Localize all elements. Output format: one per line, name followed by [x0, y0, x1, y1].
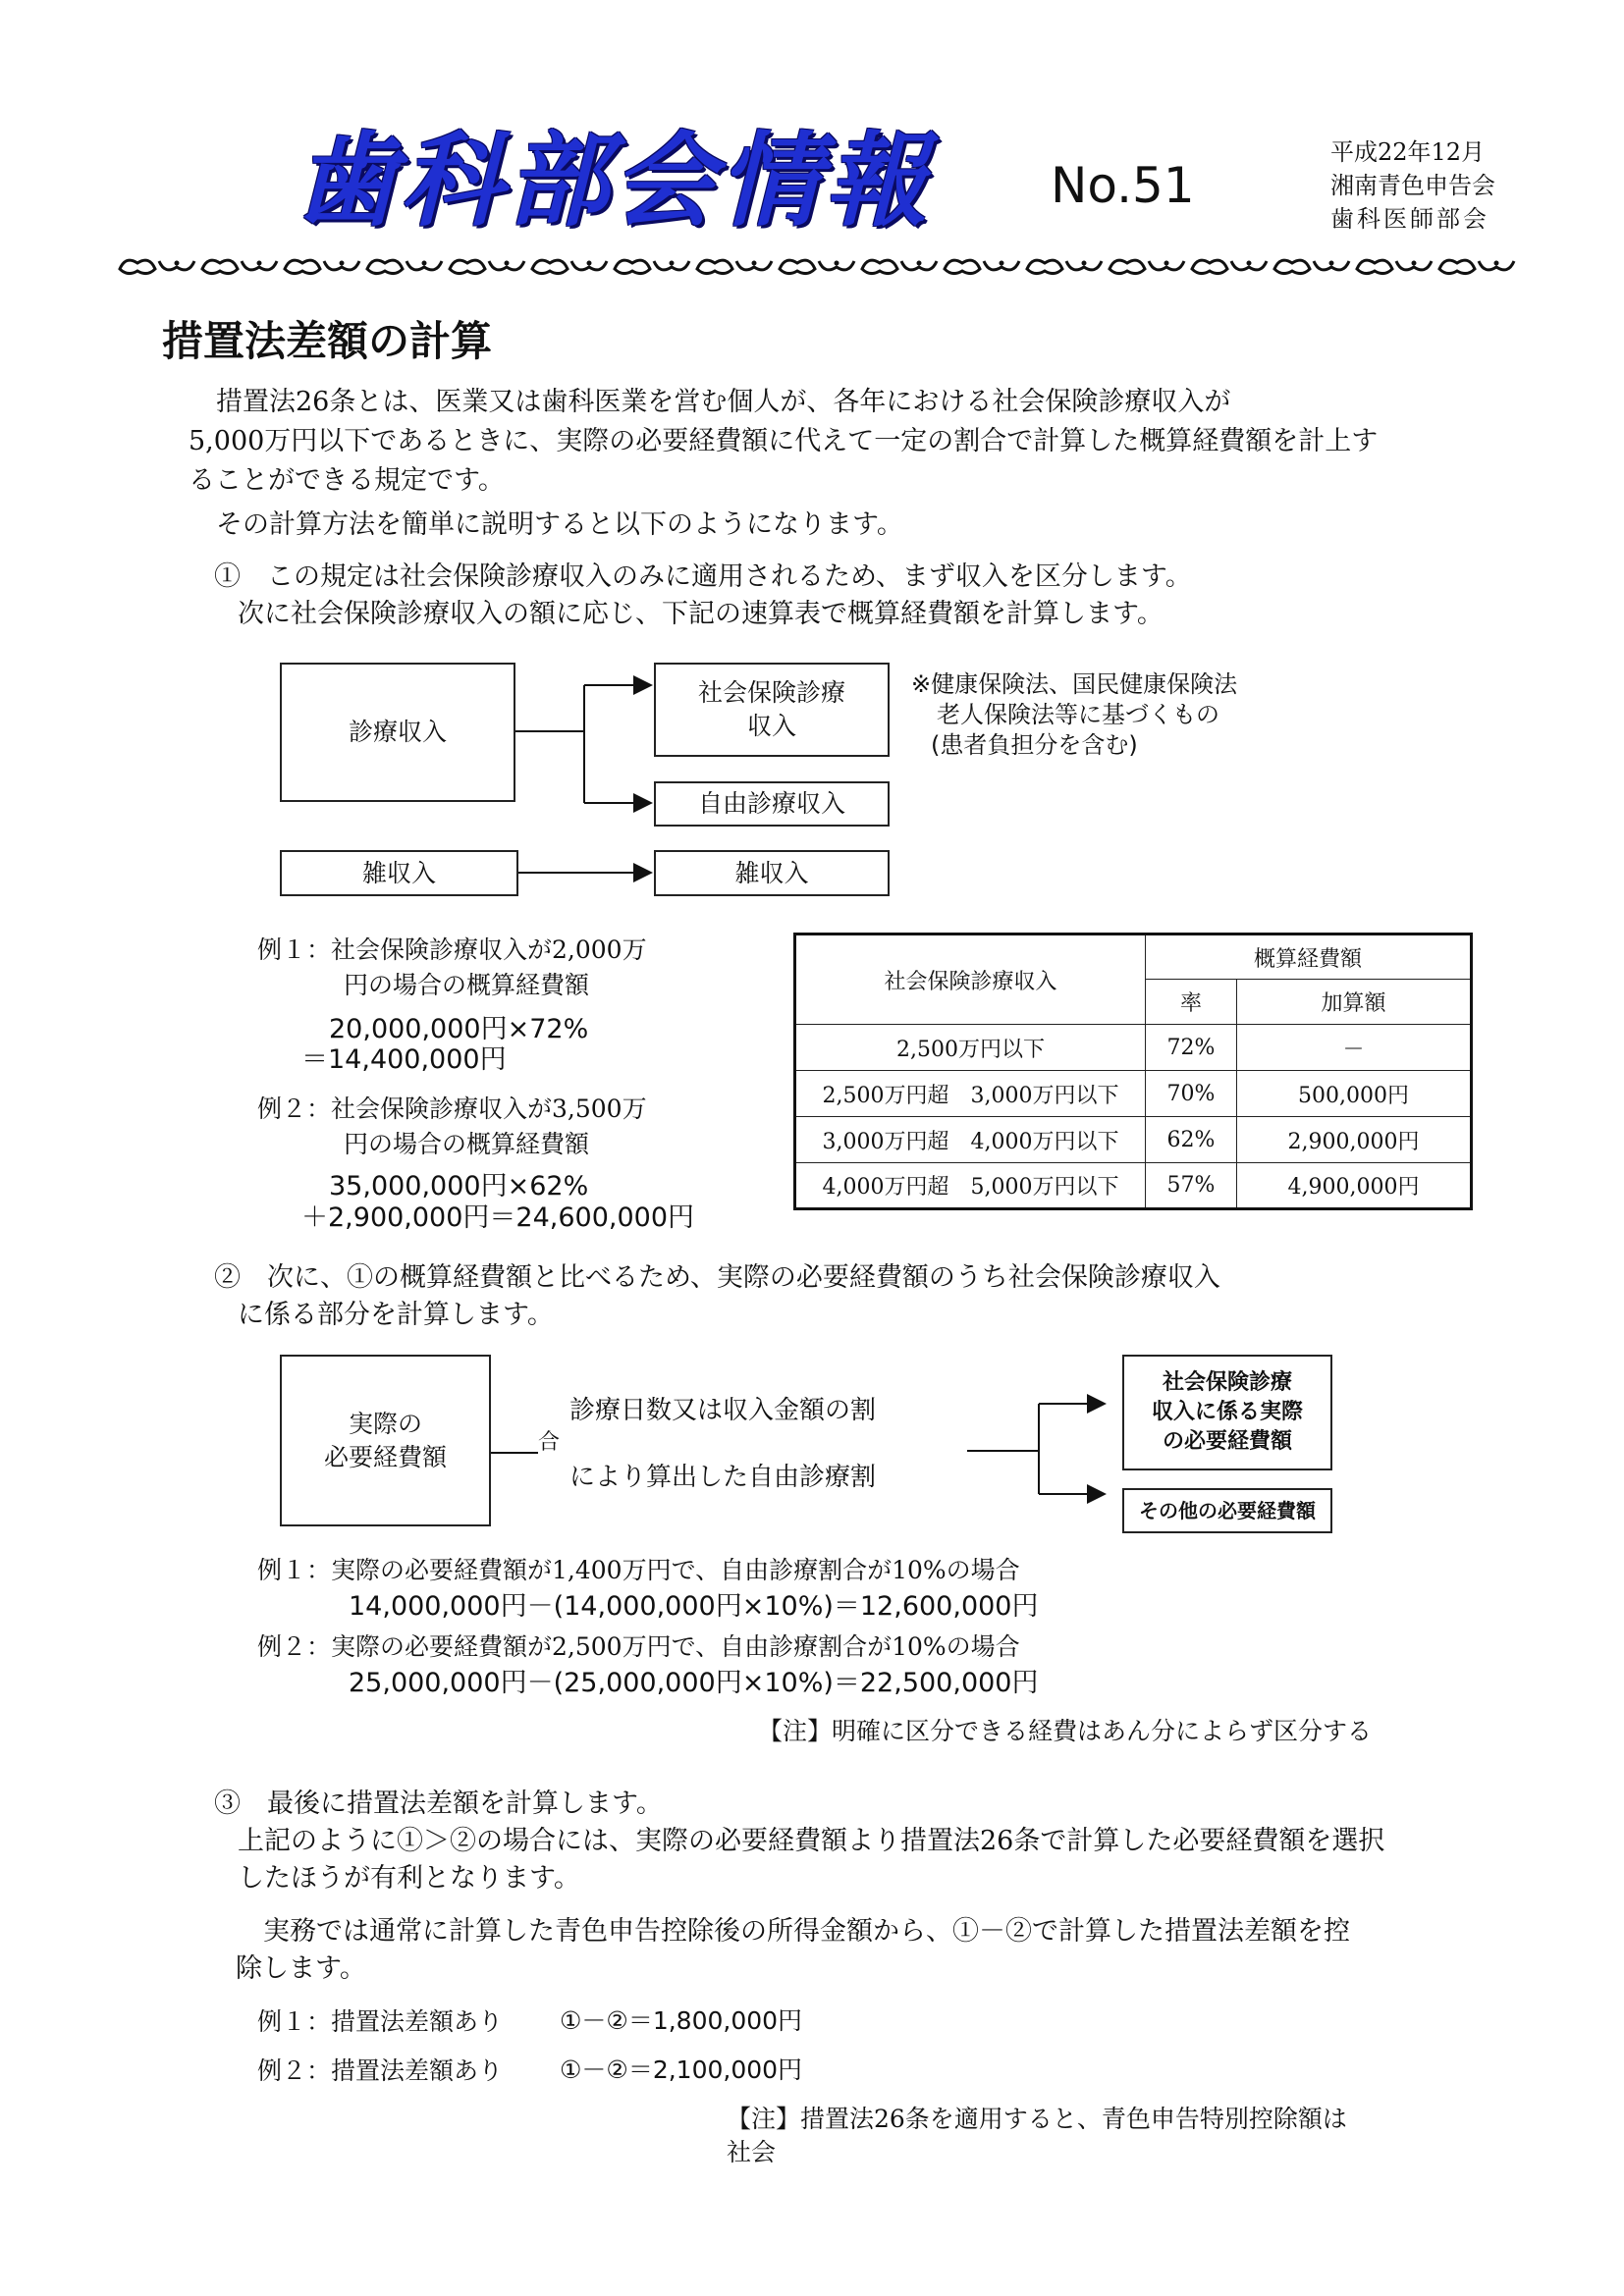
table-cell-range: 2,500万円以下 — [795, 1025, 1146, 1071]
step2-example1-line-1: 例１：実際の必要経費額が1,400万円で、自由診療割合が10%の場合 — [257, 1556, 1020, 1584]
publisher-org: 湘南青色申告会 — [1330, 172, 1495, 199]
step1-example1-calc: 20,000,000円×72% — [329, 1014, 589, 1044]
box-actual-label-2: 必要経費額 — [323, 1442, 447, 1471]
box-actual-expenses — [280, 1355, 491, 1526]
step3-note-line-1: 【注】措置法26条を適用すると、青色申告特別控除額は — [727, 2105, 1347, 2133]
step1-example2-line-2: 円の場合の概算経費額 — [344, 1130, 590, 1158]
box-medical-income: 診療収入 — [280, 663, 515, 802]
step1-example1-line-2: 円の場合の概算経費額 — [344, 971, 590, 999]
step1-line-2: 次に社会保険診療収入の額に応じ、下記の速算表で概算経費額を計算します。 — [238, 599, 1164, 629]
box-social-insurance-income — [654, 663, 890, 757]
step2-line-1: ② 次に、①の概算経費額と比べるため、実際の必要経費額のうち社会保険診療収入 — [214, 1262, 1220, 1293]
step2-line-2: に係る部分を計算します。 — [238, 1300, 554, 1330]
box-free-medical-income: 自由診療収入 — [654, 781, 890, 827]
step1-example2-calc: 35,000,000円×62% — [329, 1171, 589, 1201]
rate-table-header-add: 加算額 — [1237, 980, 1472, 1025]
box-other-expenses: その他の必要経費額 — [1122, 1488, 1332, 1533]
table-cell-add: 4,900,000円 — [1237, 1163, 1472, 1209]
ratio-text-join: 合 — [538, 1430, 561, 1455]
box-right-label-1: 社会保険診療 — [1162, 1370, 1292, 1395]
box-right-label-3: の必要経費額 — [1162, 1429, 1292, 1454]
rate-table-header-rate: 率 — [1146, 980, 1237, 1025]
table-cell-rate: 72% — [1146, 1025, 1237, 1071]
table-cell-add: － — [1237, 1025, 1472, 1071]
step3-example2-label: 例２：措置法差額あり — [257, 2056, 504, 2085]
step2-example1-calc: 14,000,000円－(14,000,000円×10%)＝12,600,000円 — [349, 1591, 1039, 1622]
step3-line-2: 上記のように①＞②の場合には、実際の必要経費額より措置法26条で計算した必要経費額を選択 — [238, 1826, 1385, 1856]
issue-number: No.51 — [1051, 157, 1195, 214]
table-row — [795, 1025, 1472, 1071]
masthead-title: 歯科部会情報 — [295, 121, 932, 240]
intro-line-2: 5,000万円以下であるときに、実際の必要経費額に代えて一定の割合で計算した概算経費額を計上す — [189, 426, 1379, 456]
box-social-actual-expenses — [1122, 1355, 1332, 1470]
box-social-label-1: 社会保険診療 — [697, 678, 845, 707]
note-line-2: 老人保険法等に基づくもの — [937, 701, 1219, 728]
table-cell-rate: 62% — [1146, 1117, 1237, 1163]
box-misc-income-right: 雑収入 — [654, 850, 890, 896]
step1-example2-result: ＋2,900,000円＝24,600,000円 — [301, 1202, 695, 1233]
social-insurance-note — [911, 669, 1237, 761]
rate-table-header-income: 社会保険診療収入 — [795, 934, 1146, 1025]
intro-line-1: 措置法26条とは、医業又は歯科医業を営む個人が、各年における社会保険診療収入が — [216, 387, 1231, 417]
step3-example2-calc: ①－②＝2,100,000円 — [560, 2056, 803, 2084]
step3-line-4: 実務では通常に計算した青色申告控除後の所得金額から、①－②で計算した措置法差額を控 — [263, 1916, 1350, 1947]
note-line-1: ※健康保険法、国民健康保険法 — [911, 670, 1238, 698]
rate-table-header-group: 概算経費額 — [1146, 934, 1472, 980]
step3-example1-label: 例１：措置法差額あり — [257, 2007, 504, 2036]
publication-date: 平成22年12月 — [1330, 138, 1486, 166]
ratio-text-line-2: により算出した自由診療割 — [569, 1463, 877, 1492]
note-line-3: (患者負担分を含む) — [931, 731, 1138, 759]
table-cell-range: 3,000万円超 4,000万円以下 — [795, 1117, 1146, 1163]
intro-line-3: ることができる規定です。 — [189, 465, 505, 496]
table-cell-rate: 70% — [1146, 1071, 1237, 1117]
box-actual-label-1: 実際の — [348, 1409, 422, 1438]
box-social-label-2: 収入 — [746, 712, 796, 740]
publisher-dept: 歯科医師部会 — [1330, 205, 1489, 233]
step3-line-5: 除します。 — [236, 1953, 366, 1984]
table-cell-rate: 57% — [1146, 1163, 1237, 1209]
step2-example2-calc: 25,000,000円－(25,000,000円×10%)＝22,500,000円 — [349, 1668, 1039, 1698]
table-cell-add: 2,900,000円 — [1237, 1117, 1472, 1163]
step3-line-3: したほうが有利となります。 — [238, 1863, 580, 1894]
step3-example1-calc: ①－②＝1,800,000円 — [560, 2006, 803, 2035]
table-cell-range: 2,500万円超 3,000万円以下 — [795, 1071, 1146, 1117]
table-row — [795, 1163, 1472, 1209]
step1-example1-line-1: 例１：社会保険診療収入が2,000万 — [257, 935, 647, 964]
table-cell-range: 4,000万円超 5,000万円以下 — [795, 1163, 1146, 1209]
ratio-text-line-1: 診療日数又は収入金額の割 — [569, 1396, 877, 1425]
step2-note: 【注】明確に区分できる経費はあん分によらず区分する — [758, 1717, 1373, 1745]
rate-table — [793, 933, 1473, 1210]
step1-example1-result: ＝14,400,000円 — [301, 1044, 507, 1075]
step2-example2-line-1: 例２：実際の必要経費額が2,500万円で、自由診療割合が10%の場合 — [257, 1632, 1020, 1661]
article-title: 措置法差額の計算 — [162, 317, 493, 365]
box-misc-income-left: 雑収入 — [280, 850, 518, 896]
intro-line-4: その計算方法を簡単に説明すると以下のようになります。 — [216, 509, 903, 540]
step3-note-line-2: 社会 — [727, 2138, 777, 2166]
box-right-label-2: 収入に係る実際 — [1151, 1400, 1303, 1424]
table-row — [795, 1071, 1472, 1117]
step3-line-1: ③ 最後に措置法差額を計算します。 — [214, 1789, 663, 1819]
step1-example2-line-1: 例２：社会保険診療収入が3,500万 — [257, 1095, 647, 1123]
table-row — [795, 1117, 1472, 1163]
step1-line-1: ① この規定は社会保険診療収入のみに適用されるため、まず収入を区分します。 — [214, 561, 1192, 592]
table-cell-add: 500,000円 — [1237, 1071, 1472, 1117]
